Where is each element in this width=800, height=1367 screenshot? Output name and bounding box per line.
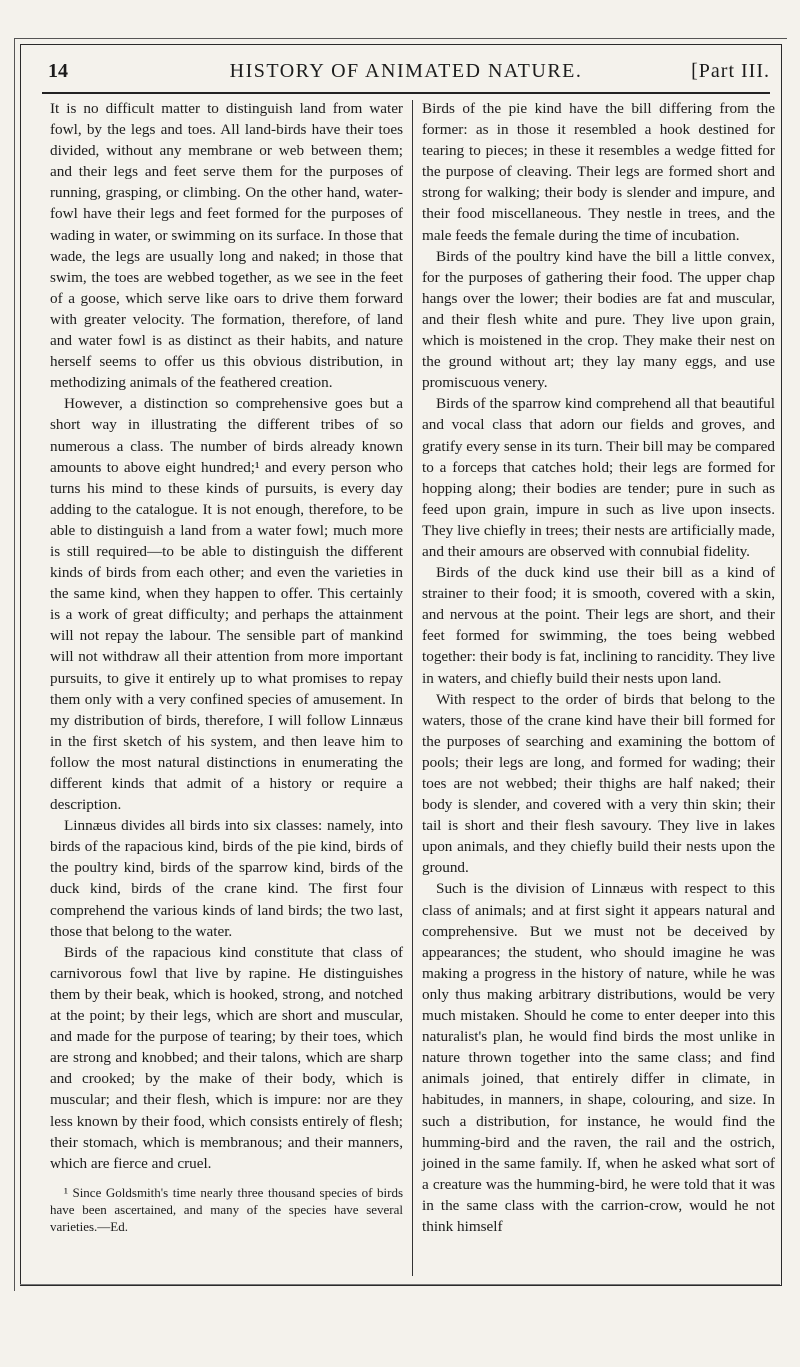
paragraph: Birds of the pie kind have the bill differing from the former: as in those it resembled a hook destined for tearing to pieces; in these it resembles a wedge fitted for the purpose of cleaving. Their legs are formed short and strong for walking; their body is slender and impure, and their food miscellaneous. They nestle in trees, and the male feeds the female during the time of incubation. [422, 100, 775, 244]
paragraph: Linnæus divides all birds into six classes: namely, into birds of the rapacious kind, birds of the pie kind, birds of the poultry kind, birds of the sparrow kind, birds of the duck kind, birds of the crane kind. The first four comprehend the various kinds of land birds; the two last, those that belong to the water. [50, 817, 403, 940]
column-divider [412, 100, 413, 1276]
left-column [50, 98, 403, 1235]
part-label: [Part III. [691, 60, 770, 82]
page-number: 14 [48, 60, 68, 82]
paragraph: Such is the division of Linnæus with respect to this class of animals; and at first sight it appears natural and comprehensive. But we must not be deceived by appearances; the student, who should imagine he was making a progress in the history of nature, while he was only thus making arbitrary distributions, would be very much mistaken. Should he come to enter deeper into this naturalist's plan, he would find birds the most unlike in nature thrown together into the same class; and find animals joined, that entirely differ in climate, in habitudes, in manners, in shape, colouring, and size. In such a distribution, for instance, he would find the humming-bird and the raven, the rail and the ostrich, joined in the same family. If, when he asked what sort of a creature was the humming-bird, he were told that it was in the same class with the carrion-crow, would he not think himself [422, 880, 775, 1235]
bottom-rule [20, 1284, 780, 1285]
paragraph: It is no difficult matter to distinguish land from water fowl, by the legs and toes. All land-birds have their toes divided, without any membrane or web between them; and their legs and feet serve them for the purposes of running, grasping, or climbing. On the other hand, water-fowl have their legs and feet formed for the purposes of wading in water, or swimming on its surface. In those that wade, the legs are usually long and naked; in those that swim, the toes are webbed together, as we see in the feet of a goose, which serve like oars to drive them forward with greater velocity. The formation, therefore, of land and water fowl is as distinct as their habits, and nature herself seems to offer us this obvious distribution, in methodizing animals of the feathered creation. [50, 100, 403, 392]
paragraph: Birds of the sparrow kind comprehend all that beautiful and vocal class that adorn our fields and groves, and gratify every sense in its turn. Their bill may be compared to a forceps that catches hold; their legs are formed for hopping along; their bodies are tender; pure in such as feed upon grain, impure in such as live upon insects. They live chiefly in trees; their nests are artificially made, and their amours are observed with connubial fidelity. [422, 395, 775, 560]
running-title: HISTORY OF ANIMATED NATURE. [229, 60, 583, 82]
paragraph: However, a distinction so comprehensive goes but a short way in illustrating the different tribes of so numerous a class. The number of birds already known amounts to above eight hundred;¹ and every person who turns his mind to these kinds of pursuits, is every day adding to the catalogue. It is not enough, therefore, to be able to distinguish a land from a water fowl; much more is still required—to be able to distinguish the different kinds of birds from each other; and even the varieties in the same kind, when they happen to offer. This certainly is a work of great difficulty; and perhaps the attainment will not repay the labour. The sensible part of mankind will not withdraw all their attention from more important pursuits, to give it entirely up to what promises to repay them only with a very confined species of amusement. In my distribution of birds, therefore, I will follow Linnæus in the first sketch of his system, and then leave him to follow the most natural distinctions in enumerating the different kinds that admit of a history or require a description. [50, 395, 403, 814]
paragraph: Birds of the poultry kind have the bill a little convex, for the purposes of gathering their food. The upper chap hangs over the lower; their bodies are fat and muscular, and their flesh white and pure. They live upon grain, which is moistened in the crop. They make their nest on the ground without art; they lay many eggs, and use promiscuous venery. [422, 247, 775, 392]
paragraph: Birds of the rapacious kind constitute that class of carnivorous fowl that live by rapine. He distinguishes them by their beak, which is hooked, strong, and notched at the point; by their legs, which are short and muscular, and made for the purpose of tearing; by their toes, which are strong and knobbed; and their talons, which are sharp and crooked; by the make of their body, which is muscular; and their flesh, which is impure: nor are they less known by their food, which consists entirely of flesh; their stomach, which is membranous; and their manners, which are fierce and cruel. [50, 943, 403, 1172]
text-columns [42, 98, 775, 1283]
footnote: ¹ Since Goldsmith's time nearly three thousand species of birds have been ascertained, and many of the species have several varieties.—Ed. [50, 1184, 403, 1234]
paragraph: With respect to the order of birds that belong to the waters, those of the crane kind have their bill formed for the purposes of searching and examining the bottom of pools; their legs are long, and formed for wading; their toes are not webbed; their thighs are half naked; their body is slender, and covered with a very thin skin; their tail is short and their flesh savoury. They live in lakes upon animals, and they chiefly build their nests upon the ground. [422, 690, 775, 877]
right-column [422, 98, 775, 1237]
paragraph: Birds of the duck kind use their bill as a kind of strainer to their food; it is smooth, covered with a skin, and nervous at the point. Their legs are short, and their feet formed for swimming, the toes being webbed together: their body is fat, inclining to rancidity. They live in waters, and chiefly build their nests upon land. [422, 564, 775, 687]
page-header [42, 58, 770, 94]
